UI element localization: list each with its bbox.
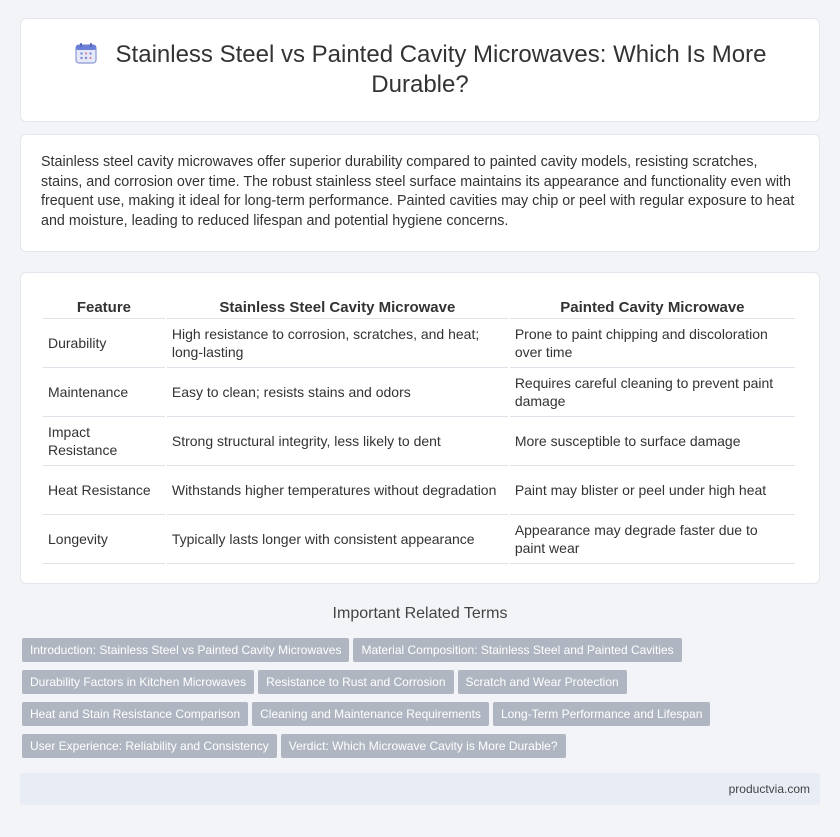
- table-cell-feature: Maintenance: [43, 368, 165, 417]
- column-header: Feature: [43, 295, 165, 319]
- related-term-tag[interactable]: Verdict: Which Microwave Cavity is More Durable?: [281, 734, 566, 758]
- table-row: [43, 319, 795, 368]
- column-header: Stainless Steel Cavity Microwave: [167, 295, 508, 319]
- table-cell-stainless: Typically lasts longer with consistent appearance: [167, 515, 508, 564]
- summary-card: [20, 134, 820, 252]
- table-cell-feature: Longevity: [43, 515, 165, 564]
- calendar-icon: [74, 41, 98, 65]
- related-term-tag[interactable]: Heat and Stain Resistance Comparison: [22, 702, 248, 726]
- table-cell-stainless: Withstands higher temperatures without degradation: [167, 466, 508, 515]
- table-cell-painted: More susceptible to surface damage: [510, 417, 795, 466]
- table-header-row: [43, 295, 795, 319]
- comparison-table: [41, 295, 797, 564]
- table-cell-stainless: Strong structural integrity, less likely to dent: [167, 417, 508, 466]
- related-term-tag[interactable]: Scratch and Wear Protection: [458, 670, 627, 694]
- table-cell-painted: Appearance may degrade faster due to paint wear: [510, 515, 795, 564]
- footer: [20, 773, 820, 805]
- table-cell-painted: Requires careful cleaning to prevent paint damage: [510, 368, 795, 417]
- footer-site-link[interactable]: productvia.com: [728, 782, 810, 796]
- table-cell-stainless: High resistance to corrosion, scratches, and heat; long-lasting: [167, 319, 508, 368]
- page-title: Stainless Steel vs Painted Cavity Microwaves: Which Is More Durable?: [115, 41, 767, 98]
- column-header: Painted Cavity Microwave: [510, 295, 795, 319]
- related-term-tag[interactable]: Durability Factors in Kitchen Microwaves: [22, 670, 254, 694]
- related-term-tag[interactable]: Cleaning and Maintenance Requirements: [252, 702, 489, 726]
- table-row: [43, 368, 795, 417]
- page-title-wrap: [70, 40, 770, 100]
- related-term-tag[interactable]: Material Composition: Stainless Steel and Painted Cavities: [353, 638, 681, 662]
- comparison-card: [20, 272, 820, 584]
- summary-text: Stainless steel cavity microwaves offer superior durability compared to painted cavity models, resisting scratches, stains, and corrosion over time. The robust stainless steel surface maintains its appearance and functionality even with frequent use, making it ideal for long-term performance. Painted cavities may chip or peel with regular exposure to heat and moisture, leading to reduced lifespan and potential hygiene concerns.: [41, 154, 795, 229]
- related-term-tag[interactable]: Long-Term Performance and Lifespan: [493, 702, 710, 726]
- table-cell-painted: Prone to paint chipping and discoloration over time: [510, 319, 795, 368]
- table-cell-feature: Durability: [43, 319, 165, 368]
- table-cell-feature: Impact Resistance: [43, 417, 165, 466]
- table-cell-feature: Heat Resistance: [43, 466, 165, 515]
- table-cell-painted: Paint may blister or peel under high heat: [510, 466, 795, 515]
- related-terms-title: Important Related Terms: [332, 605, 508, 622]
- table-row: [43, 466, 795, 515]
- table-row: [43, 417, 795, 466]
- title-card: [20, 18, 820, 122]
- related-terms-list: [22, 638, 822, 766]
- related-term-tag[interactable]: User Experience: Reliability and Consistency: [22, 734, 277, 758]
- table-cell-stainless: Easy to clean; resists stains and odors: [167, 368, 508, 417]
- table-row: [43, 515, 795, 564]
- related-term-tag[interactable]: Resistance to Rust and Corrosion: [258, 670, 453, 694]
- related-term-tag[interactable]: Introduction: Stainless Steel vs Painted Cavity Microwaves: [22, 638, 349, 662]
